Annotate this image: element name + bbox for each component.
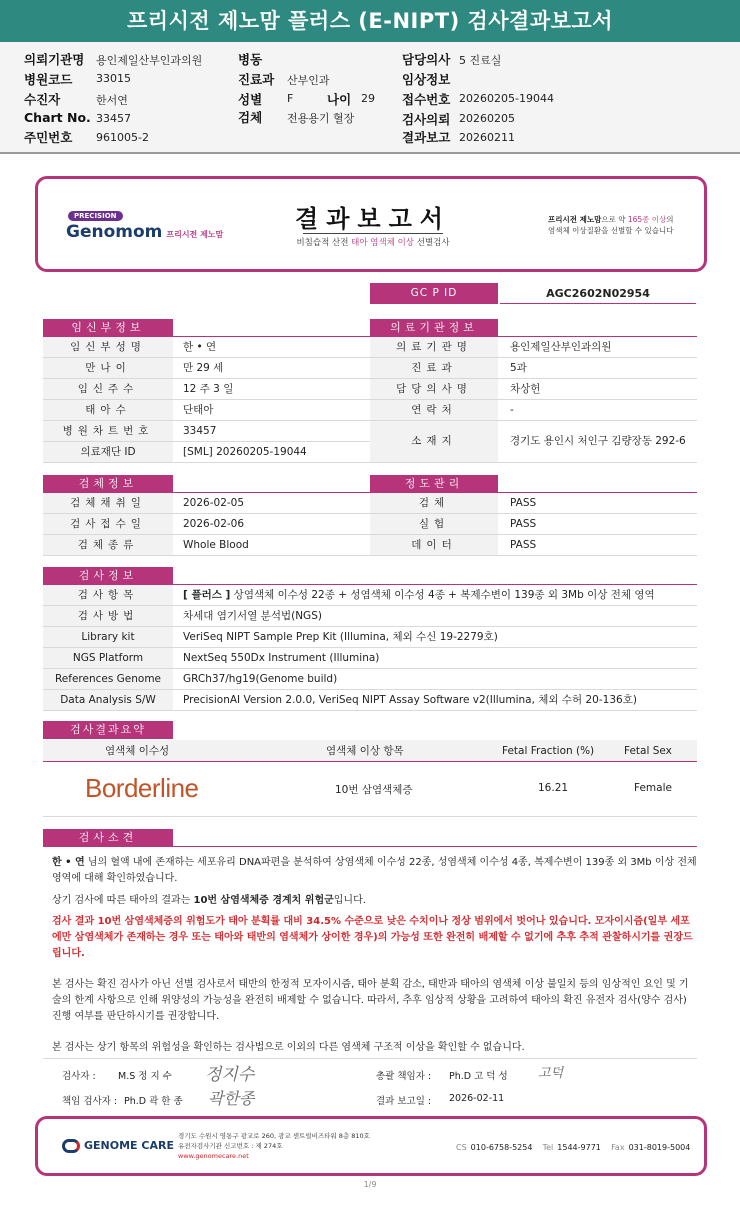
tester-label: 검사자 : [62, 1071, 96, 1082]
field-label: 검사방법 [43, 606, 173, 626]
genomom-logo: Genomom 프리시전 제노맘 [66, 222, 224, 242]
director-label: 총괄 책임자 : [376, 1071, 432, 1082]
sex-value: F [287, 92, 294, 105]
age-label: 나이 [327, 92, 352, 107]
field-value: PASS [510, 497, 537, 509]
field-value-emphasis: [ 플러스 ] [183, 589, 231, 601]
field-label: 데이터 [370, 535, 498, 555]
field-label: 검체 [370, 493, 498, 513]
accession-value: 20260205-19044 [459, 92, 554, 105]
field-value: 2026-02-06 [183, 518, 245, 530]
field-value: PASS [510, 539, 537, 551]
table-row [43, 514, 370, 535]
divider [43, 1058, 697, 1059]
rrn-label: 주민번호 [24, 130, 73, 145]
accession-label: 접수번호 [402, 92, 451, 107]
genome-care-icon [62, 1139, 80, 1153]
field-label: 검체채취일 [43, 493, 173, 513]
precision-badge: PRECISION [68, 211, 123, 221]
table-row [43, 337, 370, 358]
field-value-text: 상염색체 이수성 22종 + 성염색체 이수성 4종 + 복제수변이 139종 외 3Mb 이상 전체 영역 [230, 589, 655, 601]
field-label: 만나이 [43, 358, 173, 378]
report-subtitle: 비침습적 산전 태아 염색체 이상 선별검사 [296, 238, 450, 248]
section-quality-control: 정도관리 [370, 475, 498, 493]
field-label: 검사접수일 [43, 514, 173, 534]
sex-label: 성별 [238, 92, 263, 107]
table-row [370, 535, 697, 556]
field-value: PASS [510, 518, 537, 530]
ward-label: 병동 [238, 52, 263, 67]
tester-name: M.S 정 지 수 [118, 1071, 172, 1082]
report-title-bar: 프리시전 제노맘 플러스 (E-NIPT) 검사결과보고서 [0, 0, 740, 42]
dept-label: 진료과 [238, 72, 275, 87]
specimen-value: 전용용기 혈장 [287, 112, 355, 125]
field-value: 차상헌 [510, 383, 541, 395]
table-row [43, 606, 697, 627]
section-specimen-info: 검체정보 [43, 475, 173, 493]
field-value-text: 차세대 염기서열 분석법(NGS) [183, 610, 322, 622]
institution-label: 의뢰기관명 [24, 52, 85, 67]
report-heading: 결과보고서 [295, 205, 451, 233]
report-date-sign-label: 결과 보고일 : [376, 1096, 432, 1107]
field-value: 2026-02-05 [183, 497, 245, 509]
field-value: 단태아 [183, 404, 214, 416]
field-label: 태아수 [43, 400, 173, 420]
rrn-value: 961005-2 [96, 131, 149, 144]
tester-signature: 정지수 [205, 1065, 255, 1085]
report-header [35, 176, 707, 272]
field-value: 경기도 용인시 처인구 김량장동 292-6 [510, 435, 686, 447]
field-value: 용인제일산부인과의원 [510, 341, 612, 353]
section-test-info: 검사정보 [43, 567, 173, 585]
field-label: 진료과 [370, 358, 498, 378]
field-label: 의료재단 ID [43, 442, 173, 462]
opinion-paragraph-1: 한 • 연 님의 혈액 내에 존재하는 세포유리 DNA파편을 분석하여 상염색체 이수성 22종, 성염색체 이수성 4종, 복제수변이 139종 외 3Mb 이상 전체 영역에 대해 확인하였습니다. [52, 857, 697, 884]
opinion-paragraph-2: 상기 검사에 따른 태아의 결과는 10번 삼염색체증 경계치 위험군입니다. [52, 895, 366, 906]
field-label: 검사항목 [43, 585, 173, 605]
report-date-sign-value: 2026-02-11 [449, 1093, 505, 1104]
summary-result-row [43, 763, 697, 817]
field-value: Whole Blood [183, 539, 249, 551]
dept-value: 산부인과 [287, 74, 330, 87]
table-row [43, 585, 697, 606]
footer-website-link[interactable]: www.genomecare.net [178, 1152, 249, 1160]
field-value [183, 669, 337, 689]
field-label: NGS Platform [43, 648, 173, 668]
doctor-value: 5 진료실 [459, 54, 502, 67]
field-value [183, 606, 322, 626]
result-fetal-sex: Female [634, 782, 672, 794]
field-label: 임신주수 [43, 379, 173, 399]
table-row [43, 442, 370, 463]
field-value: 5과 [510, 362, 527, 374]
summary-col-aneuploidy: 염색체 이수성 [105, 745, 170, 757]
opinion-paragraph-5: 본 검사는 상기 항목의 위험성을 확인하는 검사법으로 이외의 다른 염색체 구조적 이상을 확인할 수 없습니다. [52, 1042, 525, 1053]
director-signature: 고덕 [538, 1066, 564, 1081]
field-label: Library kit [43, 627, 173, 647]
field-label: 연락처 [370, 400, 498, 420]
gcpid-value: AGC2602N02954 [500, 283, 696, 304]
section-result-summary: 검사결과요약 [43, 721, 173, 739]
field-label: 담당의사명 [370, 379, 498, 399]
table-row [370, 493, 697, 514]
chart-label: Chart No. [24, 110, 91, 125]
clinical-label: 임상정보 [402, 72, 451, 87]
table-row [43, 493, 370, 514]
field-value: 12 주 3 일 [183, 383, 234, 395]
field-value: - [510, 404, 514, 416]
table-row [43, 421, 370, 442]
table-row [370, 337, 697, 358]
section-pregnant-info: 임신부정보 [43, 319, 173, 337]
gcpid-label: GC P ID [370, 283, 498, 304]
table-row [43, 627, 697, 648]
recipient-label: 수진자 [24, 92, 61, 107]
report-date-label: 결과보고 [402, 130, 451, 145]
responsible-signature: 곽한종 [208, 1089, 255, 1108]
result-status: Borderline [85, 773, 199, 803]
footer-box [35, 1116, 707, 1176]
table-row [43, 379, 370, 400]
summary-header-row [43, 740, 697, 762]
table-row [370, 358, 697, 379]
meta-panel [0, 42, 740, 154]
table-row [43, 535, 370, 556]
field-value-text: NextSeq 550Dx Instrument (Illumina) [183, 652, 380, 664]
summary-col-fetal-fraction: Fetal Fraction (%) [502, 745, 595, 757]
field-value-text: GRCh37/hg19(Genome build) [183, 673, 338, 685]
result-item: 10번 삼염색체증 [335, 784, 413, 796]
field-label: 소재지 [370, 421, 498, 462]
specimen-label: 검체 [238, 110, 263, 125]
section-institution-info: 의료기관정보 [370, 319, 498, 337]
table-row [43, 400, 370, 421]
field-label: 임신부성명 [43, 337, 173, 357]
page-number: 1/9 [363, 1180, 377, 1189]
table-row [370, 400, 697, 421]
field-value-text: PrecisionAI Version 2.0.0, VeriSeq NIPT Assay Software v2(Illumina, 체외 수허 20-136호) [183, 694, 637, 706]
table-row [370, 379, 697, 400]
field-label: 검체종류 [43, 535, 173, 555]
summary-col-abnormality: 염색체 이상 항목 [326, 745, 404, 757]
section-opinion: 검사소견 [43, 829, 173, 847]
recipient-value: 한서연 [96, 94, 128, 107]
table-row [370, 514, 697, 535]
doctor-label: 담당의사 [402, 52, 451, 67]
table-row [43, 669, 697, 690]
opinion-paragraph-4: 본 검사는 확진 검사가 아닌 선별 검사로서 태반의 한정적 모자이시즘, 태아 분획 감소, 태반과 태아의 염색체 이상 불일치 등의 임상적인 요인 및 기술의 한계 사항으로 인해 위양성의 가능성을 완전히 배제할 수 없습니다. 따라서, 추후 임상적 상황을 고려하여 태아의 확진 유전자 검사(양수 검사) 진행 여부를 판단하시기를 권장합니다. [52, 979, 689, 1022]
responsible-name: Ph.D 곽 한 종 [124, 1096, 183, 1107]
footer-contacts: CS 010-6758-5254 Tel 1544-9771 Fax 031-8019-5004 [456, 1143, 691, 1152]
footer-address: 경기도 수원시 영통구 광교로 260, 광교 센트럴비즈타워 8층 810호 유전자검사기관 신고번호 : 제 274호 www.genomecare.net [178, 1132, 370, 1160]
report-date-value: 20260211 [459, 131, 515, 144]
field-label: 의료기관명 [370, 337, 498, 357]
institution-value: 용인제일산부인과의원 [96, 54, 203, 67]
field-value [183, 648, 379, 668]
table-row [43, 690, 697, 711]
field-label: Data Analysis S/W [43, 690, 173, 710]
field-label: 실험 [370, 514, 498, 534]
director-name: Ph.D 고 덕 성 [449, 1071, 508, 1082]
result-fetal-fraction: 16.21 [538, 782, 569, 794]
field-value: 한 • 연 [183, 341, 217, 353]
field-value [183, 627, 498, 647]
request-label: 검사의뢰 [402, 112, 451, 127]
age-value: 29 [361, 92, 375, 105]
chart-value: 33457 [96, 112, 131, 125]
hospital-code-label: 병원코드 [24, 72, 73, 87]
request-value: 20260205 [459, 112, 515, 125]
field-label: References Genome [43, 669, 173, 689]
heading-divider [303, 233, 443, 234]
hospital-code-value: 33015 [96, 72, 131, 85]
field-value: [SML] 20260205-19044 [183, 446, 307, 458]
opinion-alert-paragraph: 검사 결과 10번 삼염색체증의 위험도가 태아 분획률 대비 34.5% 수준으로 낮은 수치이나 정상 범위에서 벗어나 있습니다. 모자이시즘(일부 세포에만 삼염색체가 존재하는 경우 또는 태아와 태반의 염색체가 상이한 경우)의 가능성 또한 완전히 배제할 수 없기에 추후 추적 관찰하시기를 권장드립니다. [52, 916, 693, 959]
field-value: 33457 [183, 425, 217, 437]
summary-col-fetal-sex: Fetal Sex [624, 745, 672, 757]
table-row [370, 421, 697, 463]
genome-care-logo: GENOME CARE [62, 1139, 174, 1153]
field-label: 병원차트번호 [43, 421, 173, 441]
header-tagline: 프리시전 제노맘으로 약 165종 이상의 염색체 이상질환을 선별할 수 있습니다 [548, 215, 674, 235]
section-rule [173, 846, 697, 847]
field-value-text: VeriSeq NIPT Sample Prep Kit (Illumina, 체외 수신 19-2279호) [183, 631, 498, 643]
responsible-label: 책임 검사자 : [62, 1096, 118, 1107]
field-value [183, 690, 637, 710]
field-value: 만 29 세 [183, 362, 224, 374]
field-value [183, 585, 655, 605]
table-row [43, 648, 697, 669]
table-row [43, 358, 370, 379]
